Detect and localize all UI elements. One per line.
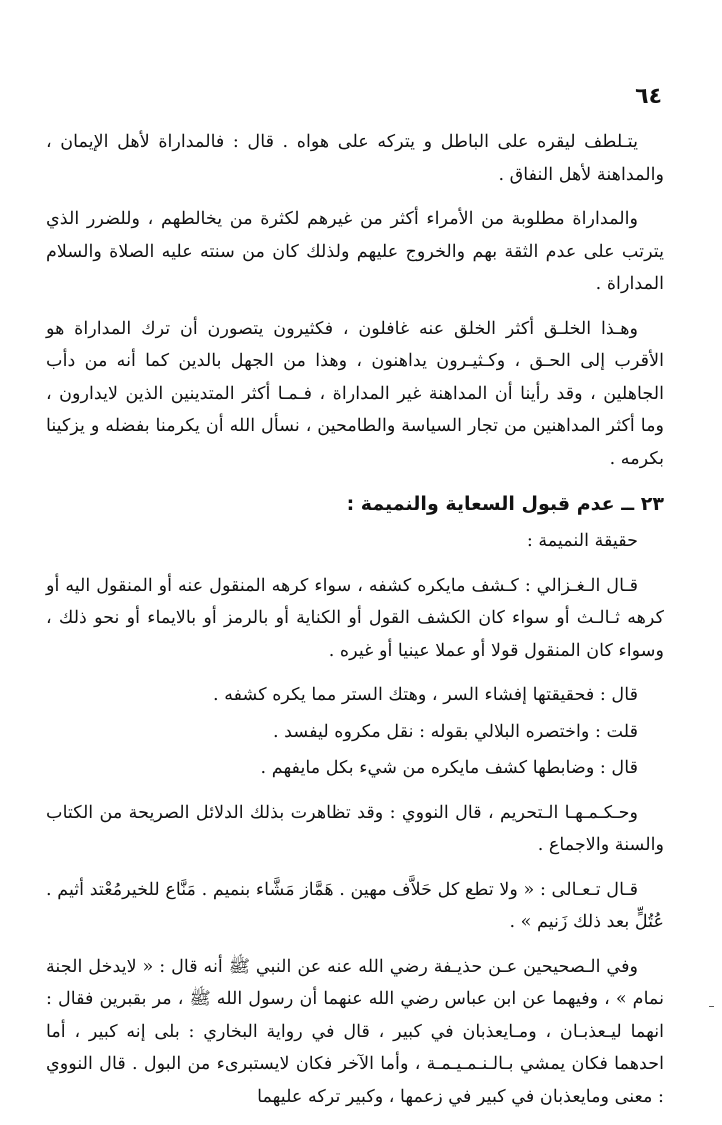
- paragraph-ghazali: قـال الـغـزالي : كـشف مايكره كشفه ، سواء كرهه المنقول عنه أو المنقول اليه أو كرهه ثـالـث أو سواء كان الكشف القول أو الكناية أو بالرمز أو بالايماء أو نحو ذلك ، وسواء كان المنقول قولا أو عملا عينيا أو غيره .: [46, 575, 664, 661]
- paragraph-ruling: وحـكـمـهـا الـتحريم ، قال النووي : وقد تظاهرت بذلك الدلائل الصريحة من الكتاب والسنة والاجماع .: [46, 802, 664, 855]
- subheading: حقيقة النميمة :: [526, 531, 638, 551]
- section-heading: ٢٣ ــ عدم قبول السعاية والنميمة :: [346, 493, 664, 515]
- page-body: [46, 126, 664, 1125]
- paragraph-mudarah-rulers: والمداراة مطلوبة من الأمراء أكثر من غيرهم لكثرة من يخالطهم ، وللضرر الذي يترتب على عدم الثقة بهم والخروج عليهم ولذلك كان من سنته عليه الصلاة والسلام المداراة .: [46, 209, 664, 294]
- quote-line-3: قال : وضابطها كشف مايكره من شيء بكل مايفهم .: [260, 758, 638, 778]
- paragraph-verse: قـال تـعـالى : « ولا تطع كل حَلاَّف مهين . هَمَّاز مَشَّاء بنميم . مَنَّاع للخيرمُعْتد أثيم . عُتُلٍّ بعد ذلك زَنيم » .: [46, 879, 664, 932]
- quote-line-1: قال : فحقيقتها إفشاء السر ، وهتك الستر مما يكره كشفه .: [213, 685, 638, 705]
- paragraph-mudarah-trait: وهـذا الخلـق أكثر الخلق عنه غافلون ، فكثيرون يتصورن أن ترك المداراة هو الأقرب إلى الحـق ، وكـثيـرون يداهنون ، وهذا من الجهل بالدين كما أنه من دأب الجاهلين ، وقد رأينا أن المداهنة غير المداراة ، فـمـا أكثر المتدينين الذين لايدارون ، وما أكثر المداهنين من تجار السياسة والطامحين ، نسأل الله أن يكرمنا بفضله و يزكينا بكرمه .: [46, 318, 664, 469]
- quote-line-2: قلت : واختصره البلالي بقوله : نقل مكروه ليفسد .: [273, 721, 638, 742]
- margin-mark: [709, 1006, 714, 1007]
- page-number: ٦٤: [635, 84, 662, 109]
- paragraph-continuation: يتـلطف ليقره على الباطل و يتركه على هواه . قال : فالمداراة لأهل الإيمان ، والمداهنة لأهل النفاق .: [46, 132, 664, 185]
- paragraph-hadith: وفي الـصحيحين عـن حذيـفة رضي الله عنه عن النبي ﷺ أنه قال : « لايدخل الجنة نمام » ، وفيهما عن ابن عباس رضي الله عنهما أن رسول الله ﷺ ، مر بقبرين فقال : انهما ليـعذبـان ، ومـايعذبان في كبير ، قال في رواية البخاري : بلى إنه كبير ، أما احدهما فكان يمشي بـالـنـمـيـمـة ، وأما الآخر فكان لايستبرىء من البول . قال النووي : معنى ومايعذبان في كبير في زعمها ، وكبير تركه عليهما: [46, 956, 664, 1107]
